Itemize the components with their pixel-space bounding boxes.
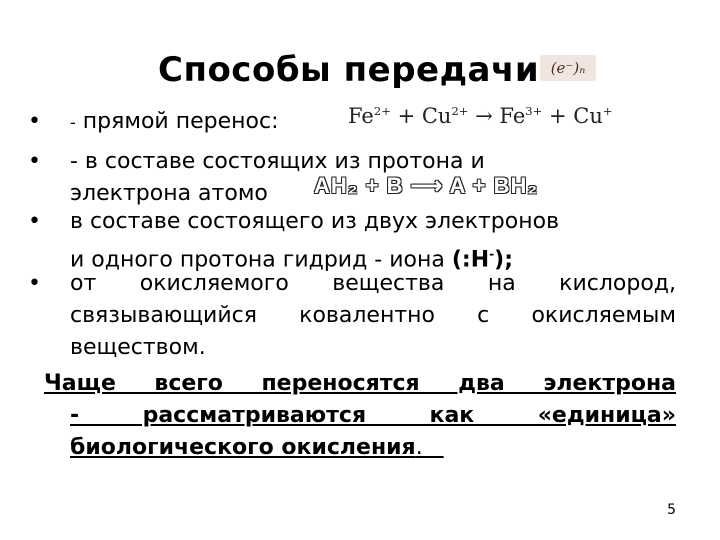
conclusion-line-3-text: биологического окисления bbox=[70, 435, 416, 460]
bullet-marker: • bbox=[28, 209, 41, 234]
hydride-end: ); bbox=[494, 247, 513, 273]
page-title: Способы передачи bbox=[158, 50, 540, 90]
formula-charge: 2+ bbox=[451, 104, 469, 118]
electron-formula-image: (e⁻)ₙ bbox=[540, 55, 596, 81]
bullet-4-line-2: связывающийся ковалентно с окисляемым bbox=[70, 303, 676, 328]
bullet-3-line-1: в составе состоящего из двух электронов bbox=[70, 209, 560, 234]
page-number: 5 bbox=[667, 502, 676, 518]
conclusion-line-3-end: . bbox=[415, 435, 444, 460]
formula-cu: Cu bbox=[573, 104, 603, 128]
conclusion-line-1: Чаще всего переносятся два электрона bbox=[44, 371, 676, 396]
formula-charge: 3+ bbox=[525, 104, 543, 118]
bullet-3-text bbox=[70, 206, 676, 276]
bullet-4-text bbox=[70, 268, 676, 364]
bullet-marker: • bbox=[28, 149, 41, 174]
formula-fe: Fe bbox=[348, 104, 374, 128]
formula-hydrogen-transfer: AH₂ + B ⟶ A + BH₂ bbox=[314, 173, 539, 198]
bullet-marker: • bbox=[28, 271, 41, 296]
conclusion-text bbox=[44, 368, 676, 464]
bullet-2-line-1: - в составе состоящих из протона и bbox=[70, 149, 485, 174]
hydride-ion: (:Н bbox=[451, 247, 490, 273]
formula-charge: 2+ bbox=[373, 104, 391, 118]
bullet-4-line-1: от окисляемого вещества на кислород, bbox=[70, 271, 676, 296]
formula-plus: + bbox=[390, 104, 422, 128]
bullet-1-label: прямой перенос: bbox=[75, 109, 279, 134]
formula-iron-copper bbox=[348, 104, 613, 128]
bullet-4-line-3: веществом. bbox=[70, 335, 206, 360]
formula-fe: Fe bbox=[499, 104, 526, 128]
conclusion-line-2: - рассматриваются как «единица» bbox=[70, 403, 676, 428]
bullet-3-prefix: и одного протона гидрид - иона bbox=[70, 247, 452, 273]
bullet-2-line-2: электрона атомо bbox=[70, 181, 268, 206]
formula-charge: + bbox=[602, 104, 613, 118]
bullet-1-dash: - bbox=[70, 113, 76, 132]
formula-cu: Cu bbox=[421, 104, 452, 128]
conclusion-line-3 bbox=[44, 432, 676, 464]
formula-plus: + bbox=[542, 104, 574, 128]
formula-arrow: → bbox=[468, 104, 500, 128]
hydride-charge: - bbox=[489, 247, 495, 261]
bullet-marker: • bbox=[28, 109, 41, 134]
